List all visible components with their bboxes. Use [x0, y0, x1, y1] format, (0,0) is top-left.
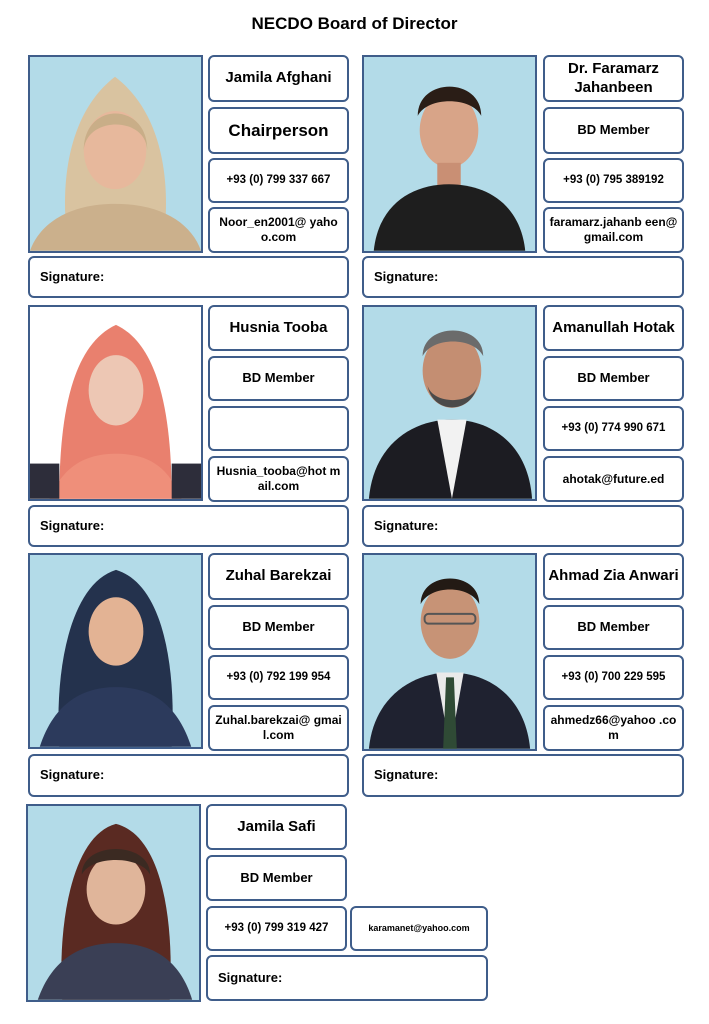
- member-photo: [28, 553, 203, 749]
- signature-field[interactable]: [362, 256, 684, 298]
- portrait-man-icon: [364, 57, 535, 251]
- signature-label: Signature:: [374, 517, 439, 533]
- member-role: BD Member: [543, 605, 684, 650]
- member-phone: +93 (0) 792 199 954: [208, 655, 349, 700]
- signature-label: Signature:: [374, 767, 439, 783]
- member-name: Ahmad Zia Anwari: [543, 553, 684, 600]
- signature-field[interactable]: [362, 505, 684, 547]
- member-name: Zuhal Barekzai: [208, 553, 349, 600]
- member-email: Noor_en2001@ yahoo.com: [208, 207, 349, 253]
- member-phone: +93 (0) 795 389192: [543, 158, 684, 203]
- signature-field[interactable]: [206, 955, 488, 1001]
- member-email: faramarz.jahanb een@gmail.com: [543, 207, 684, 253]
- member-email: Husnia_tooba@hot mail.com: [208, 456, 349, 502]
- signature-field[interactable]: [362, 754, 684, 797]
- member-role: Chairperson: [208, 107, 349, 154]
- portrait-man-icon: [364, 555, 535, 749]
- member-photo: [362, 553, 537, 751]
- member-role: BD Member: [206, 855, 347, 901]
- member-phone: +93 (0) 700 229 595: [543, 655, 684, 700]
- signature-label: Signature:: [40, 268, 105, 284]
- signature-label: Signature:: [40, 767, 105, 783]
- member-role: BD Member: [543, 107, 684, 154]
- member-email: ahotak@future.ed: [543, 456, 684, 502]
- member-photo: [28, 55, 203, 253]
- portrait-woman-headscarf-icon: [30, 57, 201, 251]
- member-photo: [26, 804, 201, 1002]
- signature-label: Signature:: [374, 268, 439, 284]
- member-email: ahmedz66@yahoo .com: [543, 705, 684, 751]
- signature-label: Signature:: [218, 969, 283, 985]
- signature-label: Signature:: [40, 517, 105, 533]
- member-photo: [28, 305, 203, 501]
- member-phone: +93 (0) 799 319 427: [206, 906, 347, 951]
- member-phone: +93 (0) 774 990 671: [543, 406, 684, 451]
- member-name: Amanullah Hotak: [543, 305, 684, 351]
- portrait-woman-headscarf-icon: [30, 307, 201, 499]
- member-name: Husnia Tooba: [208, 305, 349, 351]
- member-email: Zuhal.barekzai@ gmail.com: [208, 705, 349, 751]
- member-name: Jamila Afghani: [208, 55, 349, 102]
- member-name: Jamila Safi: [206, 804, 347, 850]
- portrait-man-icon: [364, 307, 535, 499]
- member-phone: [208, 406, 349, 451]
- portrait-woman-headscarf-icon: [30, 555, 201, 747]
- portrait-woman-headscarf-icon: [28, 806, 199, 1000]
- member-phone: +93 (0) 799 337 667: [208, 158, 349, 203]
- member-role: BD Member: [208, 605, 349, 650]
- signature-field[interactable]: [28, 754, 349, 797]
- signature-field[interactable]: [28, 256, 349, 298]
- page-title: NECDO Board of Director: [251, 14, 458, 33]
- signature-field[interactable]: [28, 505, 349, 547]
- member-role: BD Member: [208, 356, 349, 401]
- member-email: karamanet@yahoo.com: [350, 906, 488, 951]
- member-photo: [362, 55, 537, 253]
- member-photo: [362, 305, 537, 501]
- member-name: Dr. Faramarz Jahanbeen: [543, 55, 684, 102]
- member-role: BD Member: [543, 356, 684, 401]
